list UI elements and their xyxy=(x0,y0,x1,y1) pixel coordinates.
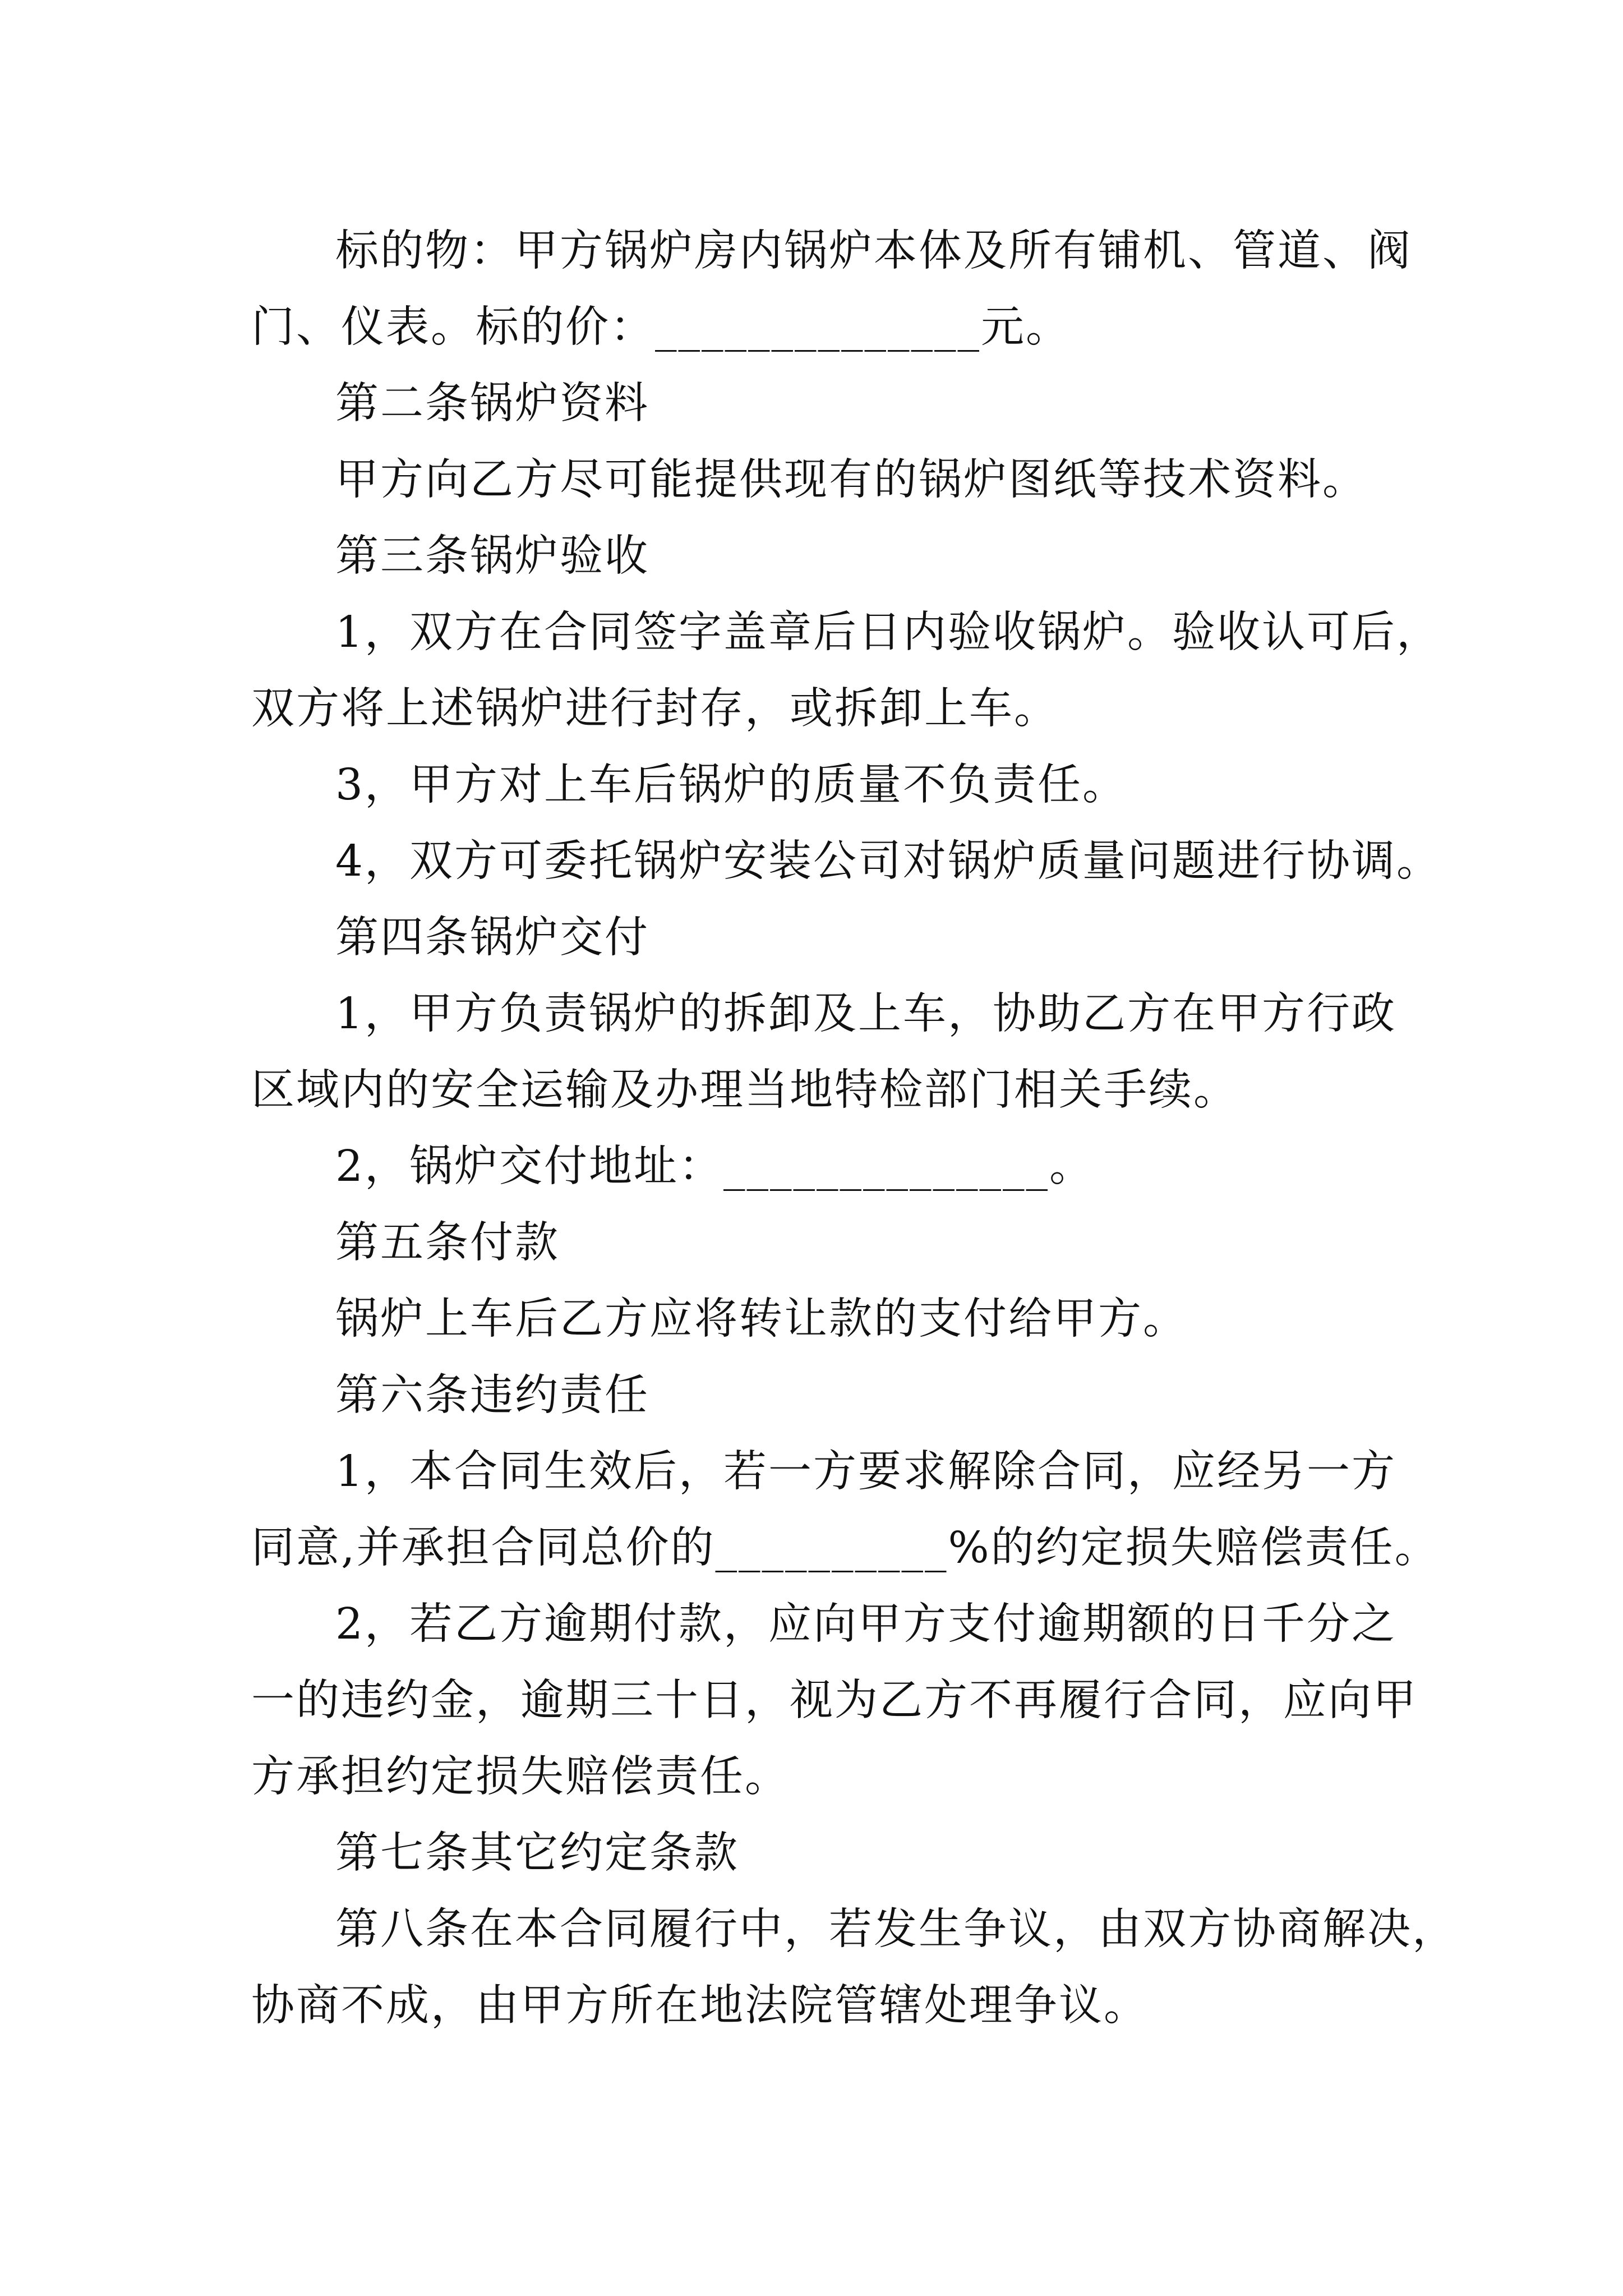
text-line: 一的违约金，逾期三十日，视为乙方不再履行合同，应向甲 xyxy=(251,1676,1418,1726)
text-line: 方承担约定损失赔偿责任。 xyxy=(251,1752,790,1802)
text-line: 4，双方可委托锅炉安装公司对锅炉质量问题进行协调。 xyxy=(335,836,1441,886)
text-line: 1，双方在合同签字盖章后日内验收锅炉。验收认可后， xyxy=(335,608,1441,657)
text-line: 1，本合同生效后，若一方要求解除合同，应经另一方 xyxy=(335,1447,1396,1497)
text-line: 标的物：甲方锅炉房内锅炉本体及所有铺机、管道、阀 xyxy=(335,226,1412,276)
text-line: 锅炉上车后乙方应将转让款的支付给甲方。 xyxy=(335,1294,1188,1344)
section-heading: 第四条锅炉交付 xyxy=(335,913,649,963)
text-line: 区域内的安全运输及办理当地特检部门相关手续。 xyxy=(251,1065,1238,1115)
text-line: 甲方向乙方尽可能提供现有的锅炉图纸等技术资料。 xyxy=(335,455,1367,505)
text-line: 双方将上述锅炉进行封存，或拆卸上车。 xyxy=(251,684,1059,734)
text-line: 2，锅炉交付地址：______________。 xyxy=(335,1142,1094,1191)
text-line: 1，甲方负责锅炉的拆卸及上车，协助乙方在甲方行政 xyxy=(335,989,1396,1039)
text-line: 第八条在本合同履行中，若发生争议，由双方协商解决， xyxy=(335,1904,1457,1954)
section-heading: 第二条锅炉资料 xyxy=(335,379,649,429)
section-heading: 第五条付款 xyxy=(335,1218,560,1268)
text-line: 协商不成，由甲方所在地法院管辖处理争议。 xyxy=(251,1981,1149,2031)
text-line: 门、仪表。标的价：______________元。 xyxy=(251,302,1071,352)
section-heading: 第三条锅炉验收 xyxy=(335,531,649,581)
section-heading: 第六条违约责任 xyxy=(335,1370,649,1420)
section-heading: 第七条其它约定条款 xyxy=(335,1828,739,1878)
text-line: 3，甲方对上车后锅炉的质量不负责任。 xyxy=(335,760,1127,810)
text-line: 2，若乙方逾期付款，应向甲方支付逾期额的日千分之 xyxy=(335,1599,1396,1649)
text-line: 同意,并承担合同总价的__________%的约定损失赔偿责任。 xyxy=(251,1523,1440,1573)
contract-body xyxy=(251,213,1457,2044)
